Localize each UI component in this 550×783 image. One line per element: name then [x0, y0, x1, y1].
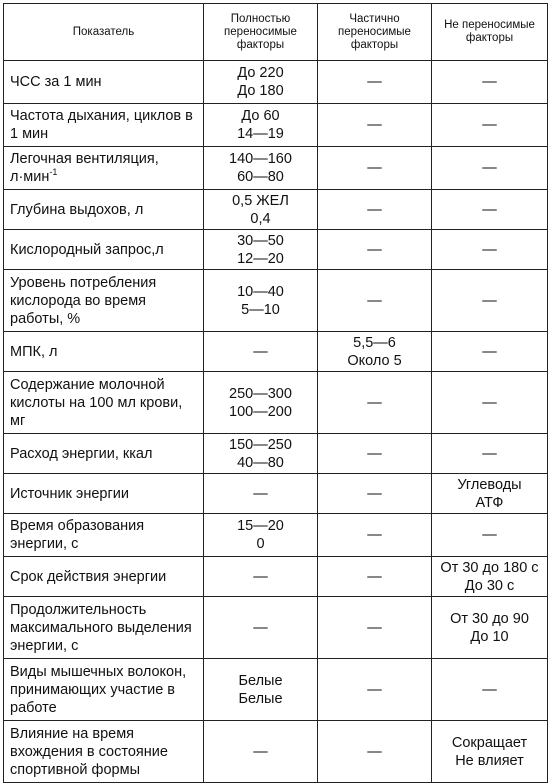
row-label	[4, 190, 204, 230]
table-body	[4, 61, 548, 783]
header-indicator: Показатель	[4, 4, 204, 61]
cell-full	[204, 557, 318, 597]
cell-partial	[318, 659, 432, 721]
header-full: Полностью переносимые факторы	[204, 4, 318, 61]
factors-table	[3, 3, 548, 783]
cell-value: 10—40	[237, 283, 284, 300]
row-label	[4, 147, 204, 190]
cell-partial	[318, 474, 432, 514]
cell-partial	[318, 434, 432, 474]
cell-none	[432, 104, 548, 147]
cell-partial	[318, 721, 432, 783]
row-label	[4, 434, 204, 474]
cell-value: 100—200	[229, 403, 292, 420]
cell-value: Белые	[238, 672, 283, 689]
header-partial: Частично переносимые факторы	[318, 4, 432, 61]
cell-value: Около 5	[347, 352, 402, 369]
row-label-text: Источник энергии	[10, 485, 129, 502]
cell-value: 60—80	[237, 169, 284, 185]
table-row	[4, 557, 548, 597]
cell-full	[204, 230, 318, 270]
row-label-text: Уровень потребления кислорода во время работы, %	[10, 274, 157, 327]
cell-partial	[318, 557, 432, 597]
cell-none	[432, 147, 548, 190]
cell-value: Не влияет	[455, 752, 524, 769]
row-label	[4, 514, 204, 557]
cell-value: До 180	[237, 83, 284, 99]
cell-full	[204, 104, 318, 147]
cell-value: —	[367, 568, 382, 585]
cell-none	[432, 372, 548, 434]
cell-value: —	[367, 117, 382, 133]
cell-value: До 60	[241, 108, 280, 124]
row-label-text: Влияние на время вхождения в состояние спортивной формы	[10, 725, 168, 778]
row-label-text: Содержание молочной кислоты на 100 мл крови, мг	[10, 376, 183, 429]
cell-full	[204, 147, 318, 190]
cell-value: 250—300	[229, 385, 292, 402]
cell-value: —	[367, 743, 382, 760]
cell-value: —	[482, 241, 497, 258]
cell-full	[204, 434, 318, 474]
cell-value: —	[367, 201, 382, 218]
table-row	[4, 147, 548, 190]
row-label-superscript: -1	[49, 167, 58, 178]
row-label	[4, 61, 204, 104]
cell-value: Углеводы	[457, 476, 522, 493]
row-label-text: Кислородный запрос,л	[10, 241, 164, 258]
cell-full	[204, 332, 318, 372]
table-row	[4, 597, 548, 659]
cell-value: —	[367, 241, 382, 258]
cell-value: —	[367, 74, 382, 90]
row-label-text: Продолжительность максимального выделения энергии, с	[10, 601, 192, 654]
cell-full	[204, 721, 318, 783]
cell-value: —	[482, 527, 497, 543]
row-label-text: ЧСС за 1 мин	[10, 74, 102, 90]
cell-value: —	[367, 527, 382, 543]
cell-value: До 30 с	[464, 577, 515, 594]
row-label-text: Легочная вентиляция, л·мин	[10, 151, 159, 185]
cell-partial	[318, 372, 432, 434]
table-row	[4, 434, 548, 474]
cell-value: —	[482, 160, 497, 176]
cell-partial	[318, 332, 432, 372]
cell-value: 15—20	[237, 518, 284, 534]
cell-none	[432, 514, 548, 557]
row-label	[4, 721, 204, 783]
table-row	[4, 514, 548, 557]
cell-value: —	[253, 568, 268, 585]
cell-value: —	[253, 485, 268, 502]
cell-value: —	[253, 743, 268, 760]
cell-partial	[318, 514, 432, 557]
cell-value: —	[367, 160, 382, 176]
cell-value: —	[482, 445, 497, 462]
cell-value: —	[367, 394, 382, 411]
cell-partial	[318, 597, 432, 659]
cell-value: 30—50	[237, 232, 284, 249]
cell-none	[432, 721, 548, 783]
cell-value: 0,5 ЖЕЛ	[232, 192, 289, 209]
cell-value: Сокращает	[451, 734, 528, 751]
cell-partial	[318, 147, 432, 190]
cell-none	[432, 597, 548, 659]
row-label	[4, 372, 204, 434]
cell-partial	[318, 190, 432, 230]
row-label-text: Время образования энергии, с	[10, 518, 145, 552]
table-row	[4, 230, 548, 270]
header-row	[4, 4, 548, 61]
cell-value: 5—10	[241, 301, 280, 318]
table-row	[4, 372, 548, 434]
row-label	[4, 104, 204, 147]
cell-full	[204, 597, 318, 659]
row-label-text: Частота дыхания, циклов в 1 мин	[10, 108, 193, 142]
table-row	[4, 190, 548, 230]
cell-value: —	[482, 681, 497, 698]
cell-value: —	[482, 343, 497, 360]
cell-partial	[318, 230, 432, 270]
cell-value: —	[367, 681, 382, 698]
table-row	[4, 61, 548, 104]
row-label	[4, 474, 204, 514]
cell-value: 5,5—6	[353, 334, 396, 351]
row-label	[4, 230, 204, 270]
cell-partial	[318, 61, 432, 104]
cell-partial	[318, 270, 432, 332]
cell-partial	[318, 104, 432, 147]
cell-full	[204, 270, 318, 332]
cell-value: —	[482, 117, 497, 133]
row-label-text: Глубина выдохов, л	[10, 201, 144, 218]
row-label	[4, 597, 204, 659]
row-label-text: Виды мышечных волокон, принимающих участие в работе	[10, 663, 187, 716]
row-label	[4, 332, 204, 372]
cell-value: —	[253, 343, 268, 360]
cell-value: До 10	[470, 628, 509, 645]
cell-none	[432, 434, 548, 474]
cell-full	[204, 61, 318, 104]
cell-value: —	[253, 619, 268, 636]
header-none: Не переносимые факторы	[432, 4, 548, 61]
cell-value: —	[482, 201, 497, 218]
cell-full	[204, 190, 318, 230]
row-label	[4, 270, 204, 332]
cell-full	[204, 372, 318, 434]
row-label-text: Расход энергии, ккал	[10, 445, 153, 462]
row-label	[4, 659, 204, 721]
cell-value: От 30 до 90	[450, 610, 529, 627]
cell-value: От 30 до 180 с	[440, 559, 539, 576]
cell-value: 150—250	[229, 436, 292, 453]
cell-value: —	[367, 619, 382, 636]
cell-none	[432, 332, 548, 372]
cell-none	[432, 659, 548, 721]
cell-value: —	[482, 394, 497, 411]
cell-value: —	[367, 445, 382, 462]
row-label-text: Срок действия энергии	[10, 568, 167, 585]
table-row	[4, 104, 548, 147]
cell-none	[432, 61, 548, 104]
cell-value: 12—20	[237, 250, 284, 267]
cell-value: Белые	[238, 690, 283, 707]
cell-none	[432, 270, 548, 332]
cell-value: —	[367, 485, 382, 502]
cell-none	[432, 190, 548, 230]
cell-value: —	[482, 74, 497, 90]
cell-value: АТФ	[475, 494, 504, 511]
table-row	[4, 332, 548, 372]
cell-full	[204, 474, 318, 514]
table-row	[4, 474, 548, 514]
table-row	[4, 270, 548, 332]
cell-none	[432, 230, 548, 270]
table-row	[4, 659, 548, 721]
cell-value: 0,4	[250, 210, 271, 227]
table-row	[4, 721, 548, 783]
cell-full	[204, 659, 318, 721]
row-label-text: МПК, л	[10, 343, 58, 360]
cell-value: —	[482, 292, 497, 309]
cell-value: 140—160	[229, 151, 292, 167]
cell-value: —	[367, 292, 382, 309]
cell-value: 14—19	[237, 126, 284, 142]
cell-none	[432, 557, 548, 597]
cell-value: 40—80	[237, 454, 284, 471]
cell-full	[204, 514, 318, 557]
cell-value: 0	[256, 536, 265, 552]
cell-none	[432, 474, 548, 514]
cell-value: До 220	[237, 65, 284, 81]
row-label	[4, 557, 204, 597]
